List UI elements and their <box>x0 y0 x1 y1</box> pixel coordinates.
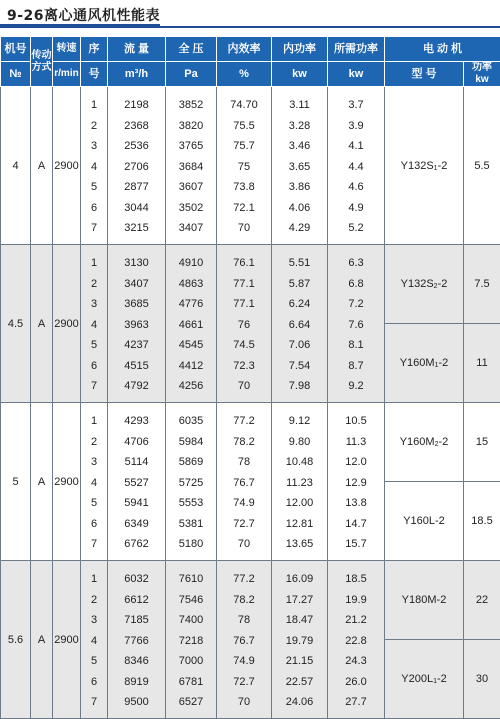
header-req-power-unit: kw <box>328 62 385 87</box>
motor-model-suffix: -2 <box>437 673 447 685</box>
motor-model: Y160M <box>400 357 435 369</box>
req-power-value: 7.6 <box>328 315 384 336</box>
machine-no-cell: 4.5 <box>1 245 31 403</box>
seq-column <box>81 403 108 561</box>
flow-value: 7766 <box>108 631 165 652</box>
req-power-value: 12.0 <box>328 452 384 473</box>
int-eff-column <box>217 561 272 719</box>
int-power-value: 3.65 <box>272 157 327 178</box>
header-seq-unit: 号 <box>81 62 108 87</box>
int-power-value: 9.80 <box>272 432 327 453</box>
req-power-value: 12.9 <box>328 473 384 494</box>
int-power-value: 7.06 <box>272 335 327 356</box>
seq-value: 5 <box>81 651 107 672</box>
int-eff-value: 76.1 <box>217 253 271 274</box>
pressure-value: 4661 <box>166 315 216 336</box>
flow-column <box>108 561 166 719</box>
motor-model: Y180M-2 <box>402 594 447 606</box>
seq-column <box>81 561 108 719</box>
motor-model-cell <box>385 482 464 561</box>
seq-value: 7 <box>81 692 107 713</box>
req-power-value: 11.3 <box>328 432 384 453</box>
header-speed: 转速 <box>53 37 81 62</box>
flow-value: 3044 <box>108 198 165 219</box>
int-power-value: 5.87 <box>272 274 327 295</box>
table-header <box>1 37 500 87</box>
seq-value: 6 <box>81 356 107 377</box>
req-power-value: 3.9 <box>328 116 384 137</box>
int-eff-value: 77.2 <box>217 411 271 432</box>
table-row <box>1 245 500 324</box>
motor-model: Y132S <box>401 160 434 172</box>
int-power-value: 9.12 <box>272 411 327 432</box>
header-drive: 传动方式 <box>31 37 53 87</box>
seq-value: 3 <box>81 136 107 157</box>
pressure-value: 5869 <box>166 452 216 473</box>
flow-value: 3215 <box>108 218 165 239</box>
flow-column <box>108 245 166 403</box>
header-flow: 流 量 <box>108 37 166 62</box>
pressure-value: 4545 <box>166 335 216 356</box>
motor-model-suffix: -2 <box>438 278 448 290</box>
req-power-value: 8.7 <box>328 356 384 377</box>
header-int-eff-unit: % <box>217 62 272 87</box>
pressure-column <box>166 87 217 245</box>
seq-value: 7 <box>81 534 107 555</box>
motor-model-subscript: 1 <box>434 165 438 172</box>
int-power-column <box>272 561 328 719</box>
motor-model: Y132S <box>401 278 434 290</box>
req-power-value: 5.2 <box>328 218 384 239</box>
req-power-value: 4.9 <box>328 198 384 219</box>
seq-value: 6 <box>81 672 107 693</box>
drive-cell: A <box>31 561 53 719</box>
req-power-value: 26.0 <box>328 672 384 693</box>
pressure-value: 7546 <box>166 590 216 611</box>
int-power-value: 21.15 <box>272 651 327 672</box>
pressure-column <box>166 245 217 403</box>
seq-value: 1 <box>81 569 107 590</box>
req-power-column <box>328 87 385 245</box>
pressure-value: 3820 <box>166 116 216 137</box>
flow-value: 2368 <box>108 116 165 137</box>
flow-value: 3407 <box>108 274 165 295</box>
performance-table <box>0 36 500 719</box>
seq-value: 5 <box>81 177 107 198</box>
speed-cell: 2900 <box>53 87 81 245</box>
int-eff-value: 75.5 <box>217 116 271 137</box>
pressure-value: 6035 <box>166 411 216 432</box>
header-motor-power-label: 功率 <box>472 62 492 73</box>
flow-value: 2706 <box>108 157 165 178</box>
flow-value: 3685 <box>108 294 165 315</box>
int-eff-column <box>217 87 272 245</box>
speed-cell: 2900 <box>53 561 81 719</box>
motor-model-suffix: -2 <box>438 357 448 369</box>
seq-value: 7 <box>81 376 107 397</box>
pressure-value: 3684 <box>166 157 216 178</box>
req-power-value: 27.7 <box>328 692 384 713</box>
machine-no-cell: 5 <box>1 403 31 561</box>
drive-cell: A <box>31 245 53 403</box>
flow-value: 5941 <box>108 493 165 514</box>
int-eff-value: 72.7 <box>217 672 271 693</box>
req-power-value: 10.5 <box>328 411 384 432</box>
header-flow-unit: m³/h <box>108 62 166 87</box>
req-power-value: 6.3 <box>328 253 384 274</box>
int-eff-value: 73.8 <box>217 177 271 198</box>
seq-value: 3 <box>81 294 107 315</box>
motor-model: Y160L-2 <box>403 515 445 527</box>
speed-cell: 2900 <box>53 245 81 403</box>
int-eff-value: 72.7 <box>217 514 271 535</box>
pressure-column <box>166 561 217 719</box>
int-eff-value: 77.1 <box>217 294 271 315</box>
motor-model: Y160M <box>400 436 435 448</box>
pressure-value: 3607 <box>166 177 216 198</box>
pressure-value: 7610 <box>166 569 216 590</box>
req-power-value: 6.8 <box>328 274 384 295</box>
motor-power-cell: 22 <box>464 561 500 640</box>
seq-value: 5 <box>81 493 107 514</box>
pressure-value: 6781 <box>166 672 216 693</box>
flow-value: 4792 <box>108 376 165 397</box>
req-power-value: 13.8 <box>328 493 384 514</box>
flow-value: 2536 <box>108 136 165 157</box>
seq-column <box>81 245 108 403</box>
pressure-value: 5984 <box>166 432 216 453</box>
pressure-value: 7400 <box>166 610 216 631</box>
flow-value: 7185 <box>108 610 165 631</box>
req-power-value: 3.7 <box>328 95 384 116</box>
req-power-value: 15.7 <box>328 534 384 555</box>
title-bar <box>0 0 500 28</box>
motor-model-cell <box>385 403 464 482</box>
drive-cell: A <box>31 403 53 561</box>
pressure-value: 5553 <box>166 493 216 514</box>
flow-value: 6612 <box>108 590 165 611</box>
flow-value: 6349 <box>108 514 165 535</box>
int-eff-column <box>217 245 272 403</box>
seq-value: 1 <box>81 253 107 274</box>
req-power-column <box>328 561 385 719</box>
req-power-value: 18.5 <box>328 569 384 590</box>
machine-no-cell: 5.6 <box>1 561 31 719</box>
int-power-value: 12.00 <box>272 493 327 514</box>
int-eff-value: 74.9 <box>217 493 271 514</box>
table-row <box>1 561 500 640</box>
pressure-value: 4412 <box>166 356 216 377</box>
motor-model-subscript: 2 <box>435 441 439 448</box>
motor-power-cell: 7.5 <box>464 245 500 324</box>
flow-column <box>108 403 166 561</box>
seq-value: 2 <box>81 274 107 295</box>
int-power-value: 4.29 <box>272 218 327 239</box>
motor-power-cell: 15 <box>464 403 500 482</box>
header-motor: 电 动 机 <box>385 37 500 62</box>
flow-value: 6762 <box>108 534 165 555</box>
req-power-value: 9.2 <box>328 376 384 397</box>
motor-power-cell: 11 <box>464 324 500 403</box>
int-power-value: 22.57 <box>272 672 327 693</box>
seq-value: 4 <box>81 473 107 494</box>
flow-value: 9500 <box>108 692 165 713</box>
flow-value: 2877 <box>108 177 165 198</box>
int-eff-value: 77.2 <box>217 569 271 590</box>
flow-value: 6032 <box>108 569 165 590</box>
int-eff-value: 70 <box>217 218 271 239</box>
motor-model-suffix: -2 <box>438 160 448 172</box>
int-power-value: 17.27 <box>272 590 327 611</box>
int-eff-value: 75.7 <box>217 136 271 157</box>
seq-column <box>81 87 108 245</box>
machine-no-cell: 4 <box>1 87 31 245</box>
motor-model: Y200L <box>401 673 433 685</box>
flow-value: 4706 <box>108 432 165 453</box>
int-eff-value: 70 <box>217 376 271 397</box>
flow-value: 4237 <box>108 335 165 356</box>
pressure-value: 4256 <box>166 376 216 397</box>
int-power-value: 16.09 <box>272 569 327 590</box>
header-int-power: 内功率 <box>272 37 328 62</box>
seq-value: 3 <box>81 452 107 473</box>
int-eff-value: 70 <box>217 534 271 555</box>
table-row <box>1 403 500 482</box>
motor-model-cell <box>385 640 464 719</box>
pressure-value: 3502 <box>166 198 216 219</box>
flow-value: 8919 <box>108 672 165 693</box>
req-power-value: 4.4 <box>328 157 384 178</box>
pressure-column <box>166 403 217 561</box>
seq-value: 5 <box>81 335 107 356</box>
int-power-column <box>272 245 328 403</box>
header-req-power: 所需功率 <box>328 37 385 62</box>
seq-value: 3 <box>81 610 107 631</box>
header-machine-no: 机号 <box>1 37 31 62</box>
int-eff-value: 78 <box>217 610 271 631</box>
seq-value: 6 <box>81 198 107 219</box>
flow-value: 3963 <box>108 315 165 336</box>
motor-model-cell <box>385 324 464 403</box>
int-power-value: 10.48 <box>272 452 327 473</box>
seq-value: 4 <box>81 631 107 652</box>
int-power-value: 3.46 <box>272 136 327 157</box>
req-power-value: 19.9 <box>328 590 384 611</box>
seq-value: 4 <box>81 315 107 336</box>
int-power-value: 3.11 <box>272 95 327 116</box>
seq-value: 2 <box>81 116 107 137</box>
int-power-value: 5.51 <box>272 253 327 274</box>
seq-value: 4 <box>81 157 107 178</box>
int-power-value: 24.06 <box>272 692 327 713</box>
int-power-value: 3.28 <box>272 116 327 137</box>
pressure-value: 4776 <box>166 294 216 315</box>
req-power-column <box>328 245 385 403</box>
int-power-value: 13.65 <box>272 534 327 555</box>
pressure-value: 3765 <box>166 136 216 157</box>
int-power-value: 7.98 <box>272 376 327 397</box>
req-power-value: 24.3 <box>328 651 384 672</box>
motor-power-cell: 30 <box>464 640 500 719</box>
speed-cell: 2900 <box>53 403 81 561</box>
seq-value: 2 <box>81 590 107 611</box>
pressure-value: 4863 <box>166 274 216 295</box>
table-body <box>1 87 500 719</box>
seq-value: 7 <box>81 218 107 239</box>
motor-model-suffix: -2 <box>438 436 448 448</box>
pressure-value: 4910 <box>166 253 216 274</box>
int-power-value: 7.54 <box>272 356 327 377</box>
pressure-value: 3852 <box>166 95 216 116</box>
flow-value: 4293 <box>108 411 165 432</box>
int-power-value: 3.86 <box>272 177 327 198</box>
int-eff-value: 76.7 <box>217 473 271 494</box>
pressure-value: 7218 <box>166 631 216 652</box>
motor-model-cell <box>385 245 464 324</box>
int-power-value: 6.24 <box>272 294 327 315</box>
pressure-value: 5180 <box>166 534 216 555</box>
int-eff-value: 72.3 <box>217 356 271 377</box>
int-eff-value: 77.1 <box>217 274 271 295</box>
int-eff-value: 74.5 <box>217 335 271 356</box>
motor-model-cell <box>385 87 464 245</box>
motor-model-subscript: 2 <box>434 283 438 290</box>
motor-model-subscript: 1 <box>435 362 439 369</box>
int-eff-value: 78 <box>217 452 271 473</box>
int-power-column <box>272 87 328 245</box>
seq-value: 6 <box>81 514 107 535</box>
int-eff-value: 78.2 <box>217 590 271 611</box>
header-motor-model: 型 号 <box>385 62 464 87</box>
int-eff-column <box>217 403 272 561</box>
int-power-value: 11.23 <box>272 473 327 494</box>
req-power-value: 22.8 <box>328 631 384 652</box>
flow-column <box>108 87 166 245</box>
motor-power-cell: 5.5 <box>464 87 500 245</box>
int-power-value: 18.47 <box>272 610 327 631</box>
motor-model-cell <box>385 561 464 640</box>
table-row <box>1 87 500 245</box>
int-eff-value: 76.7 <box>217 631 271 652</box>
title-underline <box>0 24 160 28</box>
seq-value: 1 <box>81 411 107 432</box>
req-power-column <box>328 403 385 561</box>
req-power-value: 4.1 <box>328 136 384 157</box>
pressure-value: 6527 <box>166 692 216 713</box>
seq-value: 1 <box>81 95 107 116</box>
flow-value: 2198 <box>108 95 165 116</box>
motor-power-cell: 18.5 <box>464 482 500 561</box>
req-power-value: 4.6 <box>328 177 384 198</box>
int-power-column <box>272 403 328 561</box>
drive-cell: A <box>31 87 53 245</box>
header-pressure: 全 压 <box>166 37 217 62</box>
seq-value: 2 <box>81 432 107 453</box>
int-eff-value: 74.70 <box>217 95 271 116</box>
int-power-value: 6.64 <box>272 315 327 336</box>
int-power-value: 12.81 <box>272 514 327 535</box>
req-power-value: 8.1 <box>328 335 384 356</box>
page-title: 9-26离心通风机性能表 <box>7 5 160 25</box>
motor-model-subscript: 1 <box>433 678 437 685</box>
int-eff-value: 76 <box>217 315 271 336</box>
req-power-value: 21.2 <box>328 610 384 631</box>
header-seq: 序 <box>81 37 108 62</box>
header-motor-power-unit: kw <box>475 74 488 85</box>
req-power-value: 7.2 <box>328 294 384 315</box>
req-power-value: 14.7 <box>328 514 384 535</box>
flow-value: 4515 <box>108 356 165 377</box>
pressure-value: 5725 <box>166 473 216 494</box>
int-eff-value: 75 <box>217 157 271 178</box>
pressure-value: 5381 <box>166 514 216 535</box>
int-power-value: 4.06 <box>272 198 327 219</box>
header-int-eff: 内效率 <box>217 37 272 62</box>
int-power-value: 19.79 <box>272 631 327 652</box>
header-machine-no-unit: № <box>1 62 31 87</box>
int-eff-value: 78.2 <box>217 432 271 453</box>
flow-value: 3130 <box>108 253 165 274</box>
flow-value: 5527 <box>108 473 165 494</box>
pressure-value: 3407 <box>166 218 216 239</box>
header-motor-power <box>464 62 500 87</box>
pressure-value: 7000 <box>166 651 216 672</box>
int-eff-value: 70 <box>217 692 271 713</box>
int-eff-value: 74.9 <box>217 651 271 672</box>
flow-value: 8346 <box>108 651 165 672</box>
header-pressure-unit: Pa <box>166 62 217 87</box>
header-int-power-unit: kw <box>272 62 328 87</box>
header-speed-unit: r/min <box>53 62 81 87</box>
int-eff-value: 72.1 <box>217 198 271 219</box>
flow-value: 5114 <box>108 452 165 473</box>
